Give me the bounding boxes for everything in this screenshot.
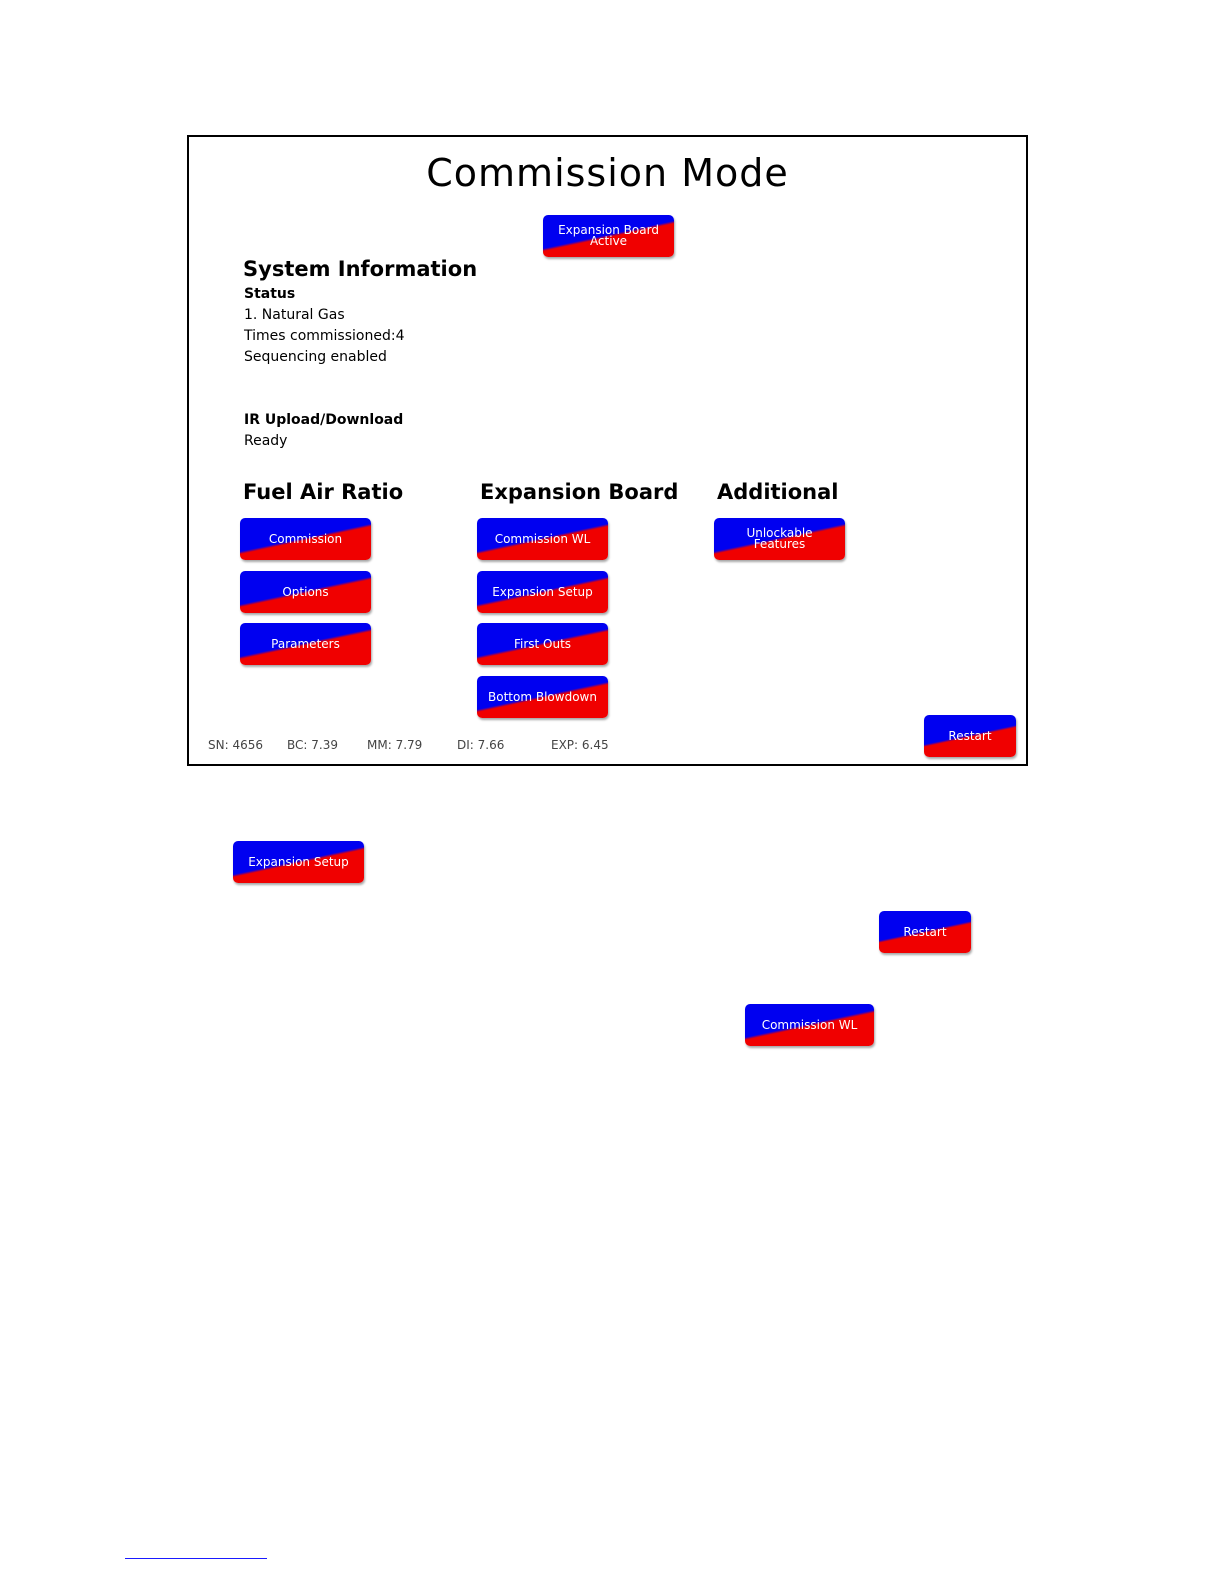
- bottom-blowdown-button[interactable]: Bottom Blowdown: [477, 676, 608, 718]
- expansion-board-active-button[interactable]: Expansion Board Active: [543, 215, 674, 257]
- commission-button[interactable]: Commission: [240, 518, 371, 560]
- commission-mode-screen: [187, 135, 1028, 766]
- fuel-air-ratio-heading: Fuel Air Ratio: [243, 480, 404, 504]
- ir-label: IR Upload/Download: [244, 412, 404, 428]
- sequencing-status: Sequencing enabled: [244, 349, 387, 365]
- unlockable-features-button[interactable]: Unlockable Features: [714, 518, 845, 560]
- serial-number: SN: 4656: [208, 738, 263, 752]
- expansion-board-heading: Expansion Board: [480, 480, 679, 504]
- restart-button[interactable]: Restart: [924, 715, 1016, 757]
- commission-wl-button-standalone[interactable]: Commission WL: [745, 1004, 874, 1046]
- fuel-type: 1. Natural Gas: [244, 307, 345, 323]
- status-label: Status: [244, 286, 296, 302]
- di-version: DI: 7.66: [457, 738, 505, 752]
- commission-wl-button[interactable]: Commission WL: [477, 518, 608, 560]
- bc-version: BC: 7.39: [287, 738, 338, 752]
- expansion-setup-button[interactable]: Expansion Setup: [477, 571, 608, 613]
- system-info-heading: System Information: [243, 257, 478, 281]
- first-outs-button[interactable]: First Outs: [477, 623, 608, 665]
- expansion-setup-button-standalone[interactable]: Expansion Setup: [233, 841, 364, 883]
- footnote-rule: [125, 1558, 267, 1559]
- ir-status: Ready: [244, 433, 288, 449]
- restart-button-standalone[interactable]: Restart: [879, 911, 971, 953]
- times-commissioned: Times commissioned:4: [244, 328, 405, 344]
- additional-heading: Additional: [717, 480, 839, 504]
- exp-version: EXP: 6.45: [551, 738, 609, 752]
- parameters-button[interactable]: Parameters: [240, 623, 371, 665]
- options-button[interactable]: Options: [240, 571, 371, 613]
- mm-version: MM: 7.79: [367, 738, 423, 752]
- page-title: Commission Mode: [426, 151, 789, 195]
